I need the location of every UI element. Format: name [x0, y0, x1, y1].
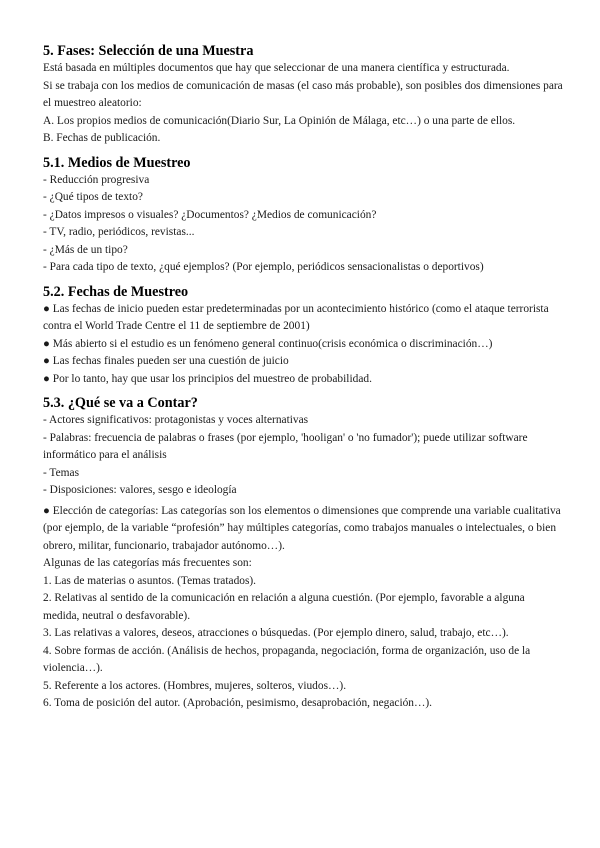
section-5-option-a: A. Los propios medios de comunicación(Diario Sur, La Opinión de Málaga, etc…) o una parte de ellos.	[43, 114, 516, 127]
list-item: - Temas	[43, 466, 80, 479]
list-item: - TV, radio, periódicos, revistas...	[43, 226, 195, 238]
section-5-3-title: 5.3. ¿Qué se va a Contar?	[43, 395, 198, 411]
section-5-1-title: 5.1. Medios de Muestreo	[43, 154, 191, 171]
section-5-title: 5. Fases: Selección de una Muestra	[43, 43, 254, 59]
bullet-item: ● Las fechas de inicio pueden estar predeterminadas por un acontecimiento histórico (como el ataque terrorista contra el World Trade Centre el 11 de septiembre de 2001)	[43, 302, 549, 332]
list-item: - Para cada tipo de texto, ¿qué ejemplos? (Por ejemplo, periódicos sensacionalistas o deportivos)	[43, 261, 484, 273]
list-item: - Palabras: frecuencia de palabras o frases (por ejemplo, 'hooligan' o 'no fumador'); puede utilizar software informático para el análisis	[43, 431, 528, 461]
numbered-item: 1. Las de materias o asuntos. (Temas tratados).	[43, 574, 257, 587]
categorias-intro: Algunas de las categorías más frecuentes son:	[43, 557, 252, 569]
list-item: - Disposiciones: valores, sesgo e ideología	[43, 484, 237, 496]
categorias-bullet: ● Elección de categorías: Las categorías son los elementos o dimensiones que comprende una variable cualitativa (por ejemplo, de la variable “profesión” hay múltiples categorías, como trabajos manuales o intelectuales, o bien obrero, militar, funcionario, trabajador autónomo…).	[43, 504, 561, 552]
list-item: - ¿Datos impresos o visuales? ¿Documentos? ¿Medios de comunicación?	[43, 208, 377, 221]
bullet-item: ● Más abierto si el estudio es un fenómeno general continuo(crisis económica o discriminación…)	[43, 337, 493, 350]
numbered-item: 6. Toma de posición del autor. (Aprobación, pesimismo, desaprobación, negación…).	[43, 697, 433, 709]
numbered-item: 5. Referente a los actores. (Hombres, mujeres, solteros, viudos…).	[43, 679, 347, 692]
section-5-option-b: B. Fechas de publicación.	[43, 132, 161, 144]
section-5-paragraph: Si se trabaja con los medios de comunicación de masas (el caso más probable), son posibles dos dimensiones para el muestreo aleatorio:	[43, 79, 563, 109]
document-body	[43, 42, 563, 713]
list-item: - Actores significativos: protagonistas y voces alternativas	[43, 414, 309, 426]
numbered-item: 4. Sobre formas de acción. (Análisis de hechos, propaganda, negociación, forma de organización, uso de la violencia…).	[43, 644, 531, 674]
bullet-item: ● Por lo tanto, hay que usar los principios del muestreo de probabilidad.	[43, 372, 372, 385]
bullet-item: ● Las fechas finales pueden ser una cuestión de juicio	[43, 355, 289, 367]
list-item: - Reducción progresiva	[43, 173, 150, 186]
list-item: - ¿Qué tipos de texto?	[43, 191, 143, 203]
section-5-paragraph: Está basada en múltiples documentos que hay que seleccionar de una manera científica y estructurada.	[43, 62, 510, 74]
numbered-item: 2. Relativas al sentido de la comunicación en relación a alguna cuestión. (Por ejemplo, favorable a alguna medida, neutral o desfavorable).	[43, 592, 525, 622]
section-5-2-title: 5.2. Fechas de Muestreo	[43, 283, 189, 300]
list-item: - ¿Más de un tipo?	[43, 243, 128, 256]
numbered-item: 3. Las relativas a valores, deseos, atracciones o búsquedas. (Por ejemplo dinero, salud, trabajo, etc…).	[43, 627, 509, 639]
